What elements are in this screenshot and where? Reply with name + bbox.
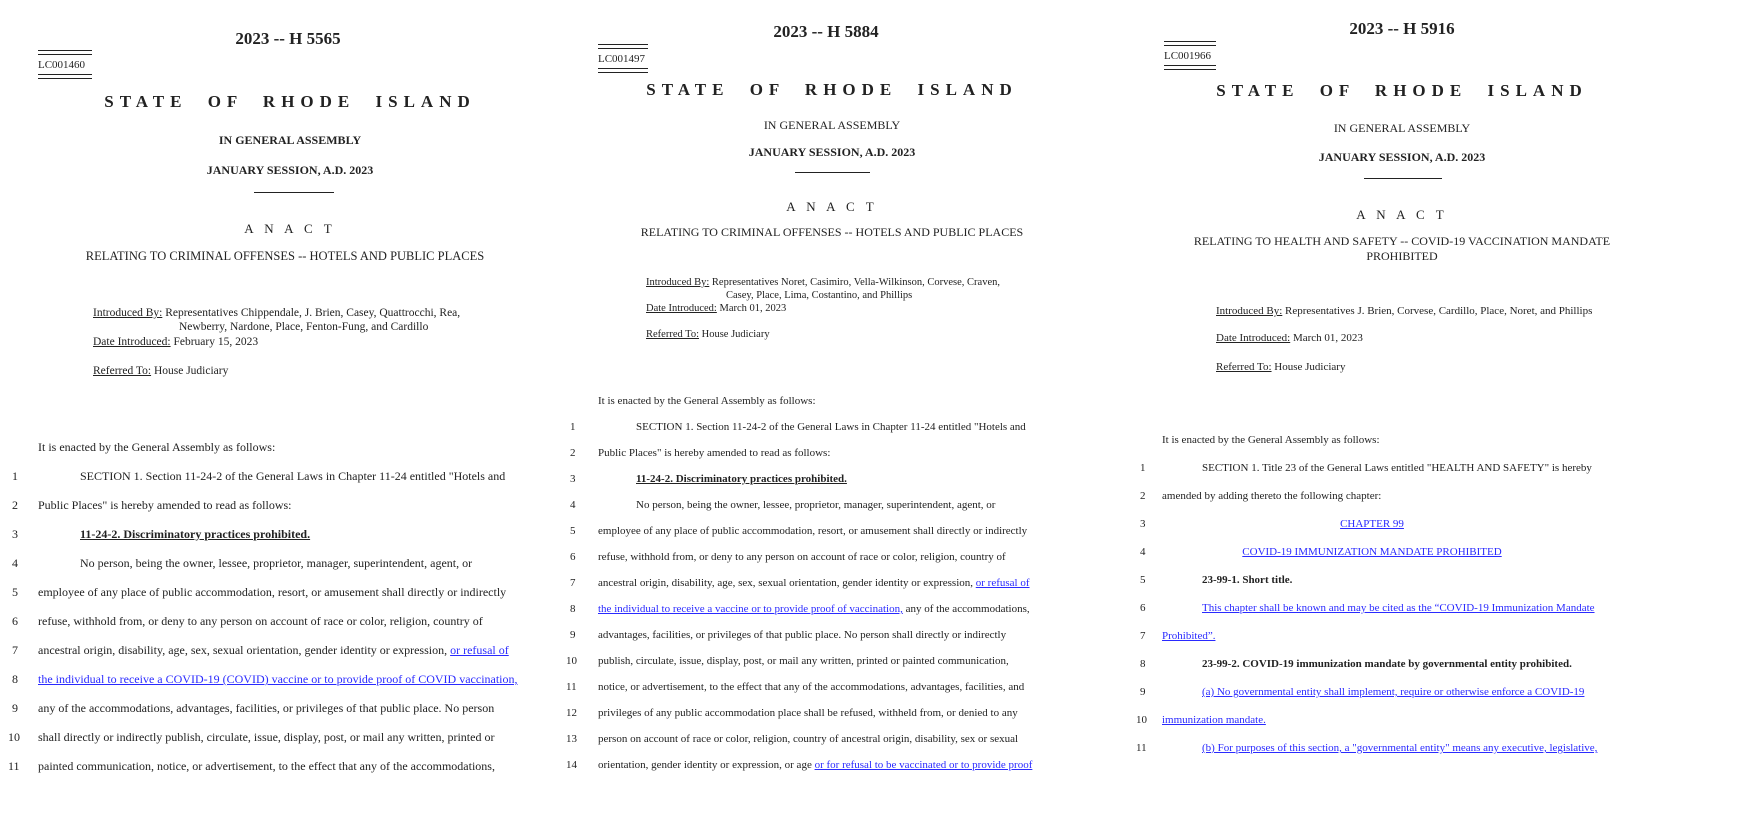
- lc-code-box: [38, 50, 92, 79]
- line-text: shall directly or indirectly publish, circulate, issue, display, post, or mail any written, printed or: [38, 730, 495, 744]
- state-heading: STATE OF RHODE ISLAND: [1216, 81, 1588, 100]
- section-heading: 11-24-2. Discriminatory practices prohibited.: [636, 473, 847, 485]
- date-block: [1216, 331, 1363, 345]
- act-heading: A N A C T: [786, 199, 878, 214]
- line-text: refuse, withhold from, or deny to any person on account of race or color, religion, country of: [598, 551, 1006, 563]
- line-text: privileges of any public accommodation place shall be refused, withheld from, or denied to any: [598, 707, 1018, 719]
- line-text: SECTION 1. Title 23 of the General Laws entitled "HEALTH AND SAFETY" is hereby: [1202, 462, 1592, 474]
- act-heading: A N A C T: [244, 221, 336, 236]
- line-number: 11: [566, 681, 577, 693]
- referred-block: [93, 364, 228, 378]
- referred-to: House Judiciary: [153, 365, 229, 377]
- line-number: 4: [570, 499, 576, 511]
- introduced-by-cont: Newberry, Nardone, Place, Fenton-Fung, and Cardillo: [179, 321, 429, 333]
- line-text: publish, circulate, issue, display, post, or mail any written, printed or painted communication,: [598, 655, 1009, 667]
- introduced-by: Representatives Chippendale, J. Brien, Casey, Quattrocchi, Rea,: [165, 307, 461, 319]
- enacted-clause: It is enacted by the General Assembly as follows:: [598, 395, 816, 407]
- bill-number: 2023 -- H 5916: [1349, 19, 1455, 38]
- inserted-text: This chapter shall be known and may be cited as the “COVID-19 Immunization Mandate: [1202, 602, 1595, 614]
- line-number: 10: [8, 730, 20, 744]
- inserted-text: the individual to receive a COVID-19 (COVID) vaccine or to provide proof of COVID vaccination,: [38, 672, 518, 686]
- line-number: 2: [12, 498, 18, 512]
- line-number: 12: [566, 707, 577, 719]
- bill-number: 2023 -- H 5884: [773, 22, 879, 41]
- line-number: 10: [1136, 714, 1147, 726]
- line-text: No person, being the owner, lessee, proprietor, manager, superintendent, agent, or: [80, 556, 473, 570]
- date-introduced: February 15, 2023: [173, 336, 259, 348]
- introduced-label: Introduced By:: [646, 277, 710, 288]
- enacted-clause: It is enacted by the General Assembly as follows:: [38, 440, 276, 454]
- line-text: Public Places" is hereby amended to read as follows:: [598, 447, 831, 459]
- referred-to: House Judiciary: [701, 329, 770, 340]
- date-block: [93, 335, 258, 349]
- line-text: orientation, gender identity or expression, or age or for refusal to be vaccinated or to provide proof: [598, 759, 1033, 771]
- relating-title: RELATING TO CRIMINAL OFFENSES -- HOTELS AND PUBLIC PLACES: [85, 249, 485, 263]
- line-number: 3: [1140, 518, 1146, 530]
- line-number: 11: [8, 759, 20, 773]
- lc-code: LC001966: [1164, 50, 1212, 62]
- bill-page-h5884: [562, 0, 1072, 823]
- section-heading: 11-24-2. Discriminatory practices prohibited.: [80, 527, 311, 541]
- line-number: 11: [1136, 742, 1147, 754]
- line-number: 6: [1140, 602, 1146, 614]
- referred-label: Referred To:: [646, 329, 700, 340]
- lc-code: LC001497: [598, 53, 646, 65]
- assembly-heading: IN GENERAL ASSEMBLY: [218, 133, 362, 147]
- line-text: employee of any place of public accommodation, resort, or amusement shall directly or indirectly: [598, 525, 1028, 537]
- state-heading: STATE OF RHODE ISLAND: [104, 92, 476, 111]
- line-text: employee of any place of public accommodation, resort, or amusement shall directly or indirectly: [38, 585, 507, 599]
- line-number: 14: [566, 759, 577, 771]
- referred-label: Referred To:: [93, 365, 152, 377]
- date-introduced: March 01, 2023: [719, 303, 787, 314]
- line-number: 5: [1140, 574, 1146, 586]
- line-number: 3: [12, 527, 18, 541]
- section-heading: 23-99-2. COVID-19 immunization mandate by governmental entity prohibited.: [1202, 658, 1572, 670]
- date-label: Date Introduced:: [93, 336, 171, 348]
- line-number: 8: [1140, 658, 1146, 670]
- line-number: 9: [1140, 686, 1146, 698]
- line-number: 6: [570, 551, 576, 563]
- session-heading: JANUARY SESSION, A.D. 2023: [1318, 150, 1486, 164]
- assembly-heading: IN GENERAL ASSEMBLY: [763, 118, 901, 132]
- introduced-by: Representatives Noret, Casimiro, Vella-Wilkinson, Corvese, Craven,: [711, 277, 1000, 288]
- section-heading: 23-99-1. Short title.: [1202, 574, 1293, 586]
- chapter-number: CHAPTER 99: [1340, 518, 1404, 530]
- line-text: the individual to receive a vaccine or to provide proof of vaccination, any of the accommodations,: [598, 603, 1030, 615]
- line-number: 5: [570, 525, 576, 537]
- line-number: 3: [570, 473, 576, 485]
- line-number: 9: [570, 629, 576, 641]
- divider: [254, 192, 334, 193]
- inserted-text: or for refusal to be vaccinated or to provide proof: [814, 759, 1033, 771]
- introduced-block: [646, 276, 1066, 302]
- line-number: 2: [570, 447, 576, 459]
- line-number: 7: [1140, 630, 1146, 642]
- introduced-block: [1216, 304, 1592, 318]
- inserted-text: (b) For purposes of this section, a "governmental entity" means any executive, legislative,: [1202, 742, 1598, 754]
- line-number: 6: [12, 614, 18, 628]
- session-heading: JANUARY SESSION, A.D. 2023: [206, 163, 374, 177]
- session-heading: JANUARY SESSION, A.D. 2023: [748, 145, 916, 159]
- lc-code-box: [598, 44, 648, 73]
- line-number: 1: [12, 469, 18, 483]
- lc-code: LC001460: [38, 59, 86, 71]
- line-text: advantages, facilities, or privileges of that public place. No person shall directly or indirectly: [598, 629, 1007, 641]
- line-text: refuse, withhold from, or deny to any person on account of race or color, religion, country of: [38, 614, 483, 628]
- state-heading: STATE OF RHODE ISLAND: [646, 80, 1018, 99]
- chapter-title: COVID-19 IMMUNIZATION MANDATE PROHIBITED: [1242, 546, 1502, 558]
- inserted-text: the individual to receive a vaccine or to provide proof of vaccination,: [598, 603, 903, 615]
- divider: [795, 172, 870, 173]
- line-number: 9: [12, 701, 18, 715]
- line-number: 7: [12, 643, 18, 657]
- line-text: ancestral origin, disability, age, sex, sexual orientation, gender identity or expression, or refusal of: [38, 643, 509, 657]
- line-number: 8: [12, 672, 18, 686]
- inserted-text: or refusal of: [450, 643, 509, 657]
- relating-title: RELATING TO CRIMINAL OFFENSES -- HOTELS AND PUBLIC PLACES: [640, 225, 1024, 239]
- line-number: 4: [12, 556, 18, 570]
- lc-code-box: [1164, 41, 1216, 70]
- line-number: 2: [1140, 490, 1146, 502]
- relating-title-cont: PROHIBITED: [1366, 249, 1438, 263]
- date-label: Date Introduced:: [1216, 332, 1291, 344]
- inserted-text: Prohibited”.: [1162, 630, 1216, 642]
- line-number: 5: [12, 585, 18, 599]
- line-text: No person, being the owner, lessee, proprietor, manager, superintendent, agent, or: [636, 499, 996, 511]
- inserted-text: immunization mandate.: [1162, 714, 1266, 726]
- date-block: [646, 302, 786, 316]
- referred-block: [1216, 360, 1345, 374]
- inserted-text: (a) No governmental entity shall implement, require or otherwise enforce a COVID-19: [1202, 686, 1585, 698]
- line-number: 1: [570, 421, 576, 433]
- line-number: 13: [566, 733, 577, 745]
- bill-page-h5916: [1132, 0, 1667, 823]
- referred-block: [646, 328, 770, 342]
- referred-label: Referred To:: [1216, 361, 1272, 373]
- bill-number: 2023 -- H 5565: [235, 29, 341, 48]
- enacted-clause: It is enacted by the General Assembly as follows:: [1162, 434, 1380, 446]
- introduced-label: Introduced By:: [1216, 305, 1283, 317]
- assembly-heading: IN GENERAL ASSEMBLY: [1333, 121, 1471, 135]
- relating-title: RELATING TO HEALTH AND SAFETY -- COVID-19 VACCINATION MANDATE: [1193, 234, 1611, 248]
- date-introduced: March 01, 2023: [1292, 332, 1363, 344]
- line-text: SECTION 1. Section 11-24-2 of the General Laws in Chapter 11-24 entitled "Hotels and: [80, 469, 506, 483]
- date-label: Date Introduced:: [646, 303, 717, 314]
- line-text: ancestral origin, disability, age, sex, sexual orientation, gender identity or expression, or refusal of: [598, 577, 1030, 589]
- introduced-by-cont: Casey, Place, Lima, Costantino, and Phillips: [726, 290, 913, 301]
- line-text: person on account of race or color, religion, country of ancestral origin, disability, sex or sexual: [598, 733, 1019, 745]
- act-heading: A N A C T: [1356, 207, 1448, 222]
- line-text: notice, or advertisement, to the effect that any of the accommodations, advantages, facilities, and: [598, 681, 1025, 693]
- referred-to: House Judiciary: [1274, 361, 1346, 373]
- introduced-block: [93, 306, 536, 334]
- line-text: Public Places" is hereby amended to read as follows:: [38, 498, 292, 512]
- line-number: 1: [1140, 462, 1146, 474]
- line-number: 7: [570, 577, 576, 589]
- line-text: any of the accommodations, advantages, facilities, or privileges of that public place. No person: [38, 701, 495, 715]
- line-number: 4: [1140, 546, 1146, 558]
- line-text: amended by adding thereto the following chapter:: [1162, 490, 1382, 502]
- divider: [1364, 178, 1442, 179]
- line-text: SECTION 1. Section 11-24-2 of the General Laws in Chapter 11-24 entitled "Hotels and: [636, 421, 1026, 433]
- introduced-label: Introduced By:: [93, 307, 163, 319]
- introduced-by: Representatives J. Brien, Corvese, Cardillo, Place, Noret, and Phillips: [1285, 305, 1593, 317]
- bill-page-h5565: [0, 0, 560, 823]
- line-number: 8: [570, 603, 576, 615]
- inserted-text: or refusal of: [975, 577, 1030, 589]
- line-text: painted communication, notice, or advertisement, to the effect that any of the accommodations,: [38, 759, 495, 773]
- line-number: 10: [566, 655, 577, 667]
